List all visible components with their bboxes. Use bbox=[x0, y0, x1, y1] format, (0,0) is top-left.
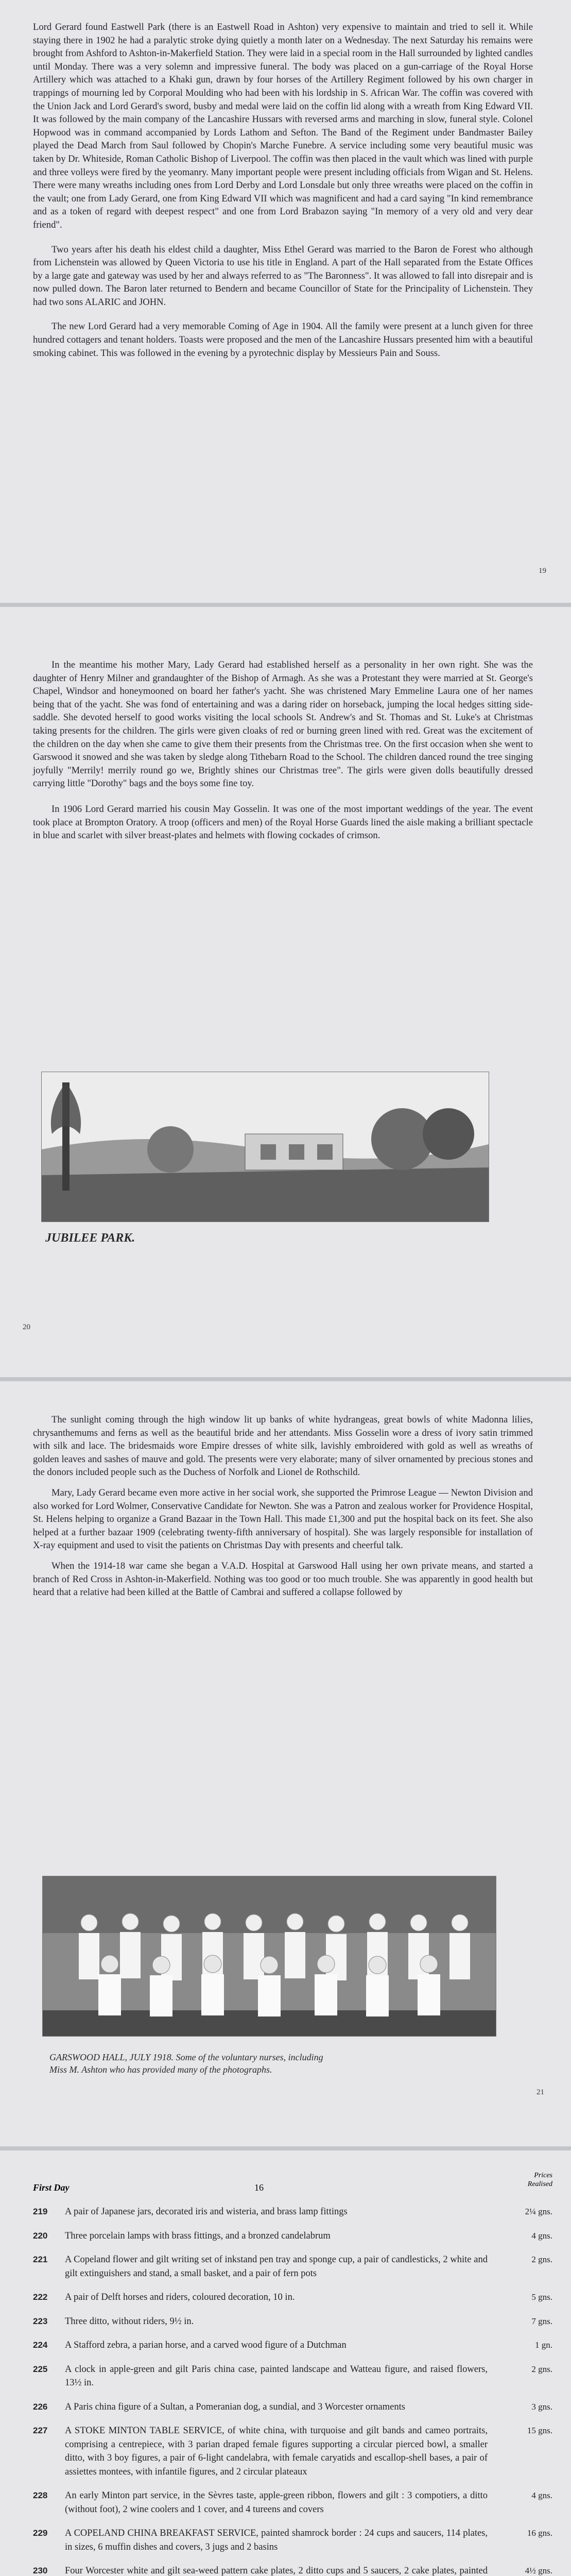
catalogue-lot-row bbox=[33, 2315, 552, 2329]
catalogue-header bbox=[33, 2171, 552, 2197]
photo-caption: GARSWOOD HALL, JULY 1918. Some of the voluntary nurses, including Miss M. Ashton who has provided many of the photographs. bbox=[49, 2052, 323, 2075]
lot-price: 5 gns. bbox=[531, 2292, 552, 2302]
paragraph: Lord Gerard found Eastwell Park (there is an Eastwell Road in Ashton) very expensive to maintain and tried to sell it. While staying there in 1902 he had a paralytic stroke dying quietly a month later on a Wednesday. The next Saturday his remains were brought from Ashford to Ashton-in-Makerfield Station. They were laid in a special room in the Hall surrounded by lighted candles until Monday. There was a very solemn and impressive funeral. The body was placed on a gun-carriage of the Royal Horse Artillery which was attached to a Khaki gun, drawn by four horses of the Artillery Regiment followed by his own charger in trappings of mourning led by Corporal Moulding who had been with his lordship in S. African War. The coffin was covered with the Union Jack and Lord Gerard's sword, busby and medal were laid on the coffin lid along with a wreath from King Edward VII. It was followed by the main company of the Lancashire Hussars with reversed arms and marching in slow, funeral style. Colonel Hopwood was in command accompanied by Lords Lathom and Sefton. The Band of the Regiment under Bandmaster Bailey played the Dead March from Saul followed by Chopin's Marche Funebre. A service including some very beautiful music was taken by Dr. Whiteside, Roman Catholic Bishop of Liverpool. The coffin was then placed in the vault which was lined with purple and three volleys were fired by the yeomanry. Many important people were present including officials from Wigan and St. Helens. There were many wreaths including ones from Lord Derby and Lord Lonsdale but only three wreaths were placed on the coffin in the vault; one from Lady Gerard, one from King Edward VII which was magnificent and had a card saying "In kind remembrance and as a token of regard with deepest respect" and one from Lord Brabazon saying "In memory of a very old and very dear friend". bbox=[33, 22, 533, 230]
catalogue-lot-row bbox=[33, 2205, 552, 2219]
lot-price: 15 gns. bbox=[527, 2426, 552, 2435]
lot-number: 229 bbox=[33, 2528, 48, 2538]
catalogue-lot-row bbox=[33, 2400, 552, 2414]
catalogue-lot-row bbox=[33, 2363, 552, 2390]
page-number: 21 bbox=[537, 2088, 544, 2096]
lot-description: A Copeland flower and gilt writing set of inkstand pen tray and sponge cup, a pair of candlesticks, 2 white and gilt extinguishers and stand, a small basket, and a pair of fern pots bbox=[65, 2255, 488, 2279]
lot-price: 4 gns. bbox=[531, 2490, 552, 2500]
realised-label: Realised bbox=[527, 2180, 552, 2188]
catalogue-day-label: First Day bbox=[33, 2182, 70, 2193]
page-22 bbox=[0, 2150, 571, 2576]
lot-price: 4 gns. bbox=[531, 2230, 552, 2241]
lot-price: 2¼ gns. bbox=[525, 2207, 552, 2216]
lot-price: 2 gns. bbox=[531, 2364, 552, 2374]
prices-realised-label bbox=[528, 2171, 552, 2189]
catalogue-lot-row bbox=[33, 2338, 552, 2352]
catalogue-lot-row bbox=[33, 2291, 552, 2304]
paragraph: In the meantime his mother Mary, Lady Gerard had established herself as a personality in her own right. She was the daughter of Henry Milner and grandaughter of the Bishop of Armagh. As she was a Protestant they were married at St. George's Chapel, Windsor and honeymooned on board her father's yacht. She was christened Mary Emmeline Laura one of her names being that of the yacht. She was fond of entertaining and was a daring rider on horseback, jumping the local hedges sitting side-saddle. She devoted herself to good works visiting the local schools St. Andrew's and St. Thomas and St. Luke's at Christmas taking presents for the children. The girls were given cloaks of red or burning green lined with red. Great was the excitement of the children on the day when she came to give them their presents from the Christmas tree. On the first occasion when she went to Garswood it snowed and she was taken by sledge along Tithebarn Road to the School. The children danced round the tree singing joyfully "Merrily! merrily round go we, Brightly shines our Christmas tree". The girls were given dolls beautifully dressed carrying little "Dorothy" bags and the boys some fine toy. bbox=[33, 659, 533, 789]
lot-number: 223 bbox=[33, 2316, 48, 2326]
page-19 bbox=[0, 0, 571, 603]
page-20 bbox=[0, 607, 571, 1377]
lot-number: 227 bbox=[33, 2426, 48, 2435]
catalogue-lot-row bbox=[33, 2229, 552, 2243]
page-number: 20 bbox=[23, 1323, 30, 1331]
lot-price: 1 gn. bbox=[535, 2340, 552, 2350]
catalogue-lot-row bbox=[33, 2564, 552, 2576]
lot-number: 221 bbox=[33, 2255, 48, 2264]
garswood-hall-nurses-photo bbox=[42, 1876, 496, 2037]
lot-description: A clock in apple-green and gilt Paris china case, painted landscape and Watteau figure, and raised flowers, 13½ in. bbox=[65, 2364, 488, 2388]
lot-description: A pair of Delft horses and riders, coloured decoration, 10 in. bbox=[65, 2292, 295, 2302]
catalogue-lot-row bbox=[33, 2253, 552, 2280]
park-scene-illustration bbox=[42, 1072, 489, 1222]
lot-number: 226 bbox=[33, 2401, 48, 2412]
lot-number: 219 bbox=[33, 2207, 48, 2216]
paragraph: The sunlight coming through the high window lit up banks of white hydrangeas, great bowls of white Madonna lilies, chrysanthemums and ferns as well as the beautiful bride and her attendants. Miss Gosselin wore a dress of ivory satin trimmed with silk and lace. The bridesmaids wore Empire dresses of white silk, lavishly embroidered with gold as well as wreaths of golden leaves and sashes of mauve and gold. The presents were very elaborate; many of silver ornamented by precious stones and the donors included people such as the Duchess of Norfolk and Lionel de Rothschild. bbox=[33, 1414, 533, 1478]
catalogue-lot-row bbox=[33, 2424, 552, 2479]
lot-number: 224 bbox=[33, 2340, 48, 2350]
page-20-text bbox=[33, 658, 533, 849]
page-21 bbox=[0, 1381, 571, 2146]
paragraph: In 1906 Lord Gerard married his cousin May Gosselin. It was one of the most important weddings of the year. The event took place at Brompton Oratory. A troop (officers and men) of the Royal Horse Guards lined the aisle making a brilliant spectacle in blue and scarlet with silver breast-plates and helmets with flowing cockades of crimson. bbox=[33, 803, 533, 841]
catalogue-lot-row bbox=[33, 2527, 552, 2554]
lot-description: Four Worcester white and gilt sea-weed pattern cake plates, 2 ditto cups and 5 saucers, 2 cake plates, painted bbox=[65, 2566, 488, 2576]
catalogue-lot-row bbox=[33, 2489, 552, 2516]
photo-caption: JUBILEE PARK. bbox=[45, 1231, 135, 1245]
lot-price: 4½ gns. bbox=[525, 2566, 552, 2575]
jubilee-park-photo bbox=[41, 1072, 489, 1222]
lot-number: 225 bbox=[33, 2364, 48, 2374]
paragraph: When the 1914-18 war came she began a V.A.D. Hospital at Garswood Hall using her own private means, and started a branch of Red Cross in Ashton-in-Makerfield. Nothing was too good or too much trouble. She was apparently in good health but heard that a relative had been killed at the Battle of Cambrai and suffered a collapse followed by bbox=[33, 1560, 533, 1598]
paragraph: Two years after his death his eldest child a daughter, Miss Ethel Gerard was married to the Baron de Forest who although from Lichenstein was allowed by Queen Victoria to use his title in England. A part of the Hall separated from the Estate Offices by a large gate and gateway was used by her and always referred to as "The Baronness". It was allowed to fall into disrepair and is now pulled down. The Baron later returned to Bendern and became Councillor of State for the Principality of Lichenstein. They had two sons ALARIC and JOHN. bbox=[33, 244, 533, 308]
lot-number: 228 bbox=[33, 2490, 48, 2500]
group-photo-illustration bbox=[43, 1876, 496, 2036]
prices-label: Prices bbox=[534, 2172, 552, 2179]
lot-description: Three ditto, without riders, 9½ in. bbox=[65, 2316, 194, 2327]
lot-description: A Paris china figure of a Sultan, a Pomeranian dog, a sundial, and 3 Worcester ornaments bbox=[65, 2401, 405, 2412]
page-number: 19 bbox=[539, 567, 546, 575]
lot-description: A STOKE MINTON TABLE SERVICE, of white china, with turquoise and gilt bands and cameo portraits, comprising a centrepiece, with 3 parian draped female figures supporting a circular pierced bowl, a smaller ditto, with 3 boy figures, a pair of 6-light candelabra, with female caryatids and escallop-shell bases, a pair of assiettes montees, with infantile figures, and 2 circular plateaux bbox=[65, 2426, 488, 2477]
page-21-text bbox=[33, 1413, 533, 1605]
lot-number: 222 bbox=[33, 2292, 48, 2302]
lot-description: A Stafford zebra, a parian horse, and a carved wood figure of a Dutchman bbox=[65, 2340, 347, 2350]
lot-price: 7 gns. bbox=[531, 2316, 552, 2326]
lot-description: A COPELAND CHINA BREAKFAST SERVICE, painted shamrock border : 24 cups and saucers, 114 plates, in sizes, 6 muffin dishes and covers, 3 jugs and 2 basins bbox=[65, 2528, 488, 2552]
paragraph: Mary, Lady Gerard became even more active in her social work, she supported the Primrose League — Newton Division and also worked for Lord Wolmer, Conservative Candidate for Newton. She was a Patron and zealous worker for Providence Hospital, St. Helens helping to organize a Grand Bazaar in the Town Hall. This made £1,300 and put the hospital back on its feet. She also helped at a further bazaar 1909 (celebrating twenty-fifth anniversary of hospital). She was largely responsible for installation of X-ray equipment and used to visit the patients on Christmas Day with presents and cheerful talk. bbox=[33, 1487, 533, 1551]
lot-price: 2 gns. bbox=[531, 2255, 552, 2264]
page-19-text bbox=[33, 21, 533, 366]
lot-price: 16 gns. bbox=[527, 2528, 552, 2538]
lot-number: 220 bbox=[33, 2230, 48, 2241]
lot-description: An early Minton part service, in the Sèvres taste, apple-green ribbon, flowers and gilt : 3 compotiers, a ditto (without foot), 2 wine coolers and 1 cover, and 4 tureens and covers bbox=[65, 2490, 488, 2515]
catalogue-lot-list bbox=[33, 2205, 552, 2576]
lot-number: 230 bbox=[33, 2566, 48, 2575]
catalogue-page-number: 16 bbox=[254, 2182, 264, 2193]
lot-price: 3 gns. bbox=[531, 2401, 552, 2412]
paragraph: The new Lord Gerard had a very memorable Coming of Age in 1904. All the family were present at a lunch given for three hundred cottagers and tenant holders. Toasts were proposed and the men of the Lancashire Hussars presented him with a beautiful smoking cabinet. This was followed in the evening by a pyrotechnic display by Messieurs Pain and Souss. bbox=[33, 321, 533, 359]
lot-description: Three porcelain lamps with brass fittings, and a bronzed candelabrum bbox=[65, 2230, 331, 2241]
lot-description: A pair of Japanese jars, decorated iris and wisteria, and brass lamp fittings bbox=[65, 2207, 348, 2217]
